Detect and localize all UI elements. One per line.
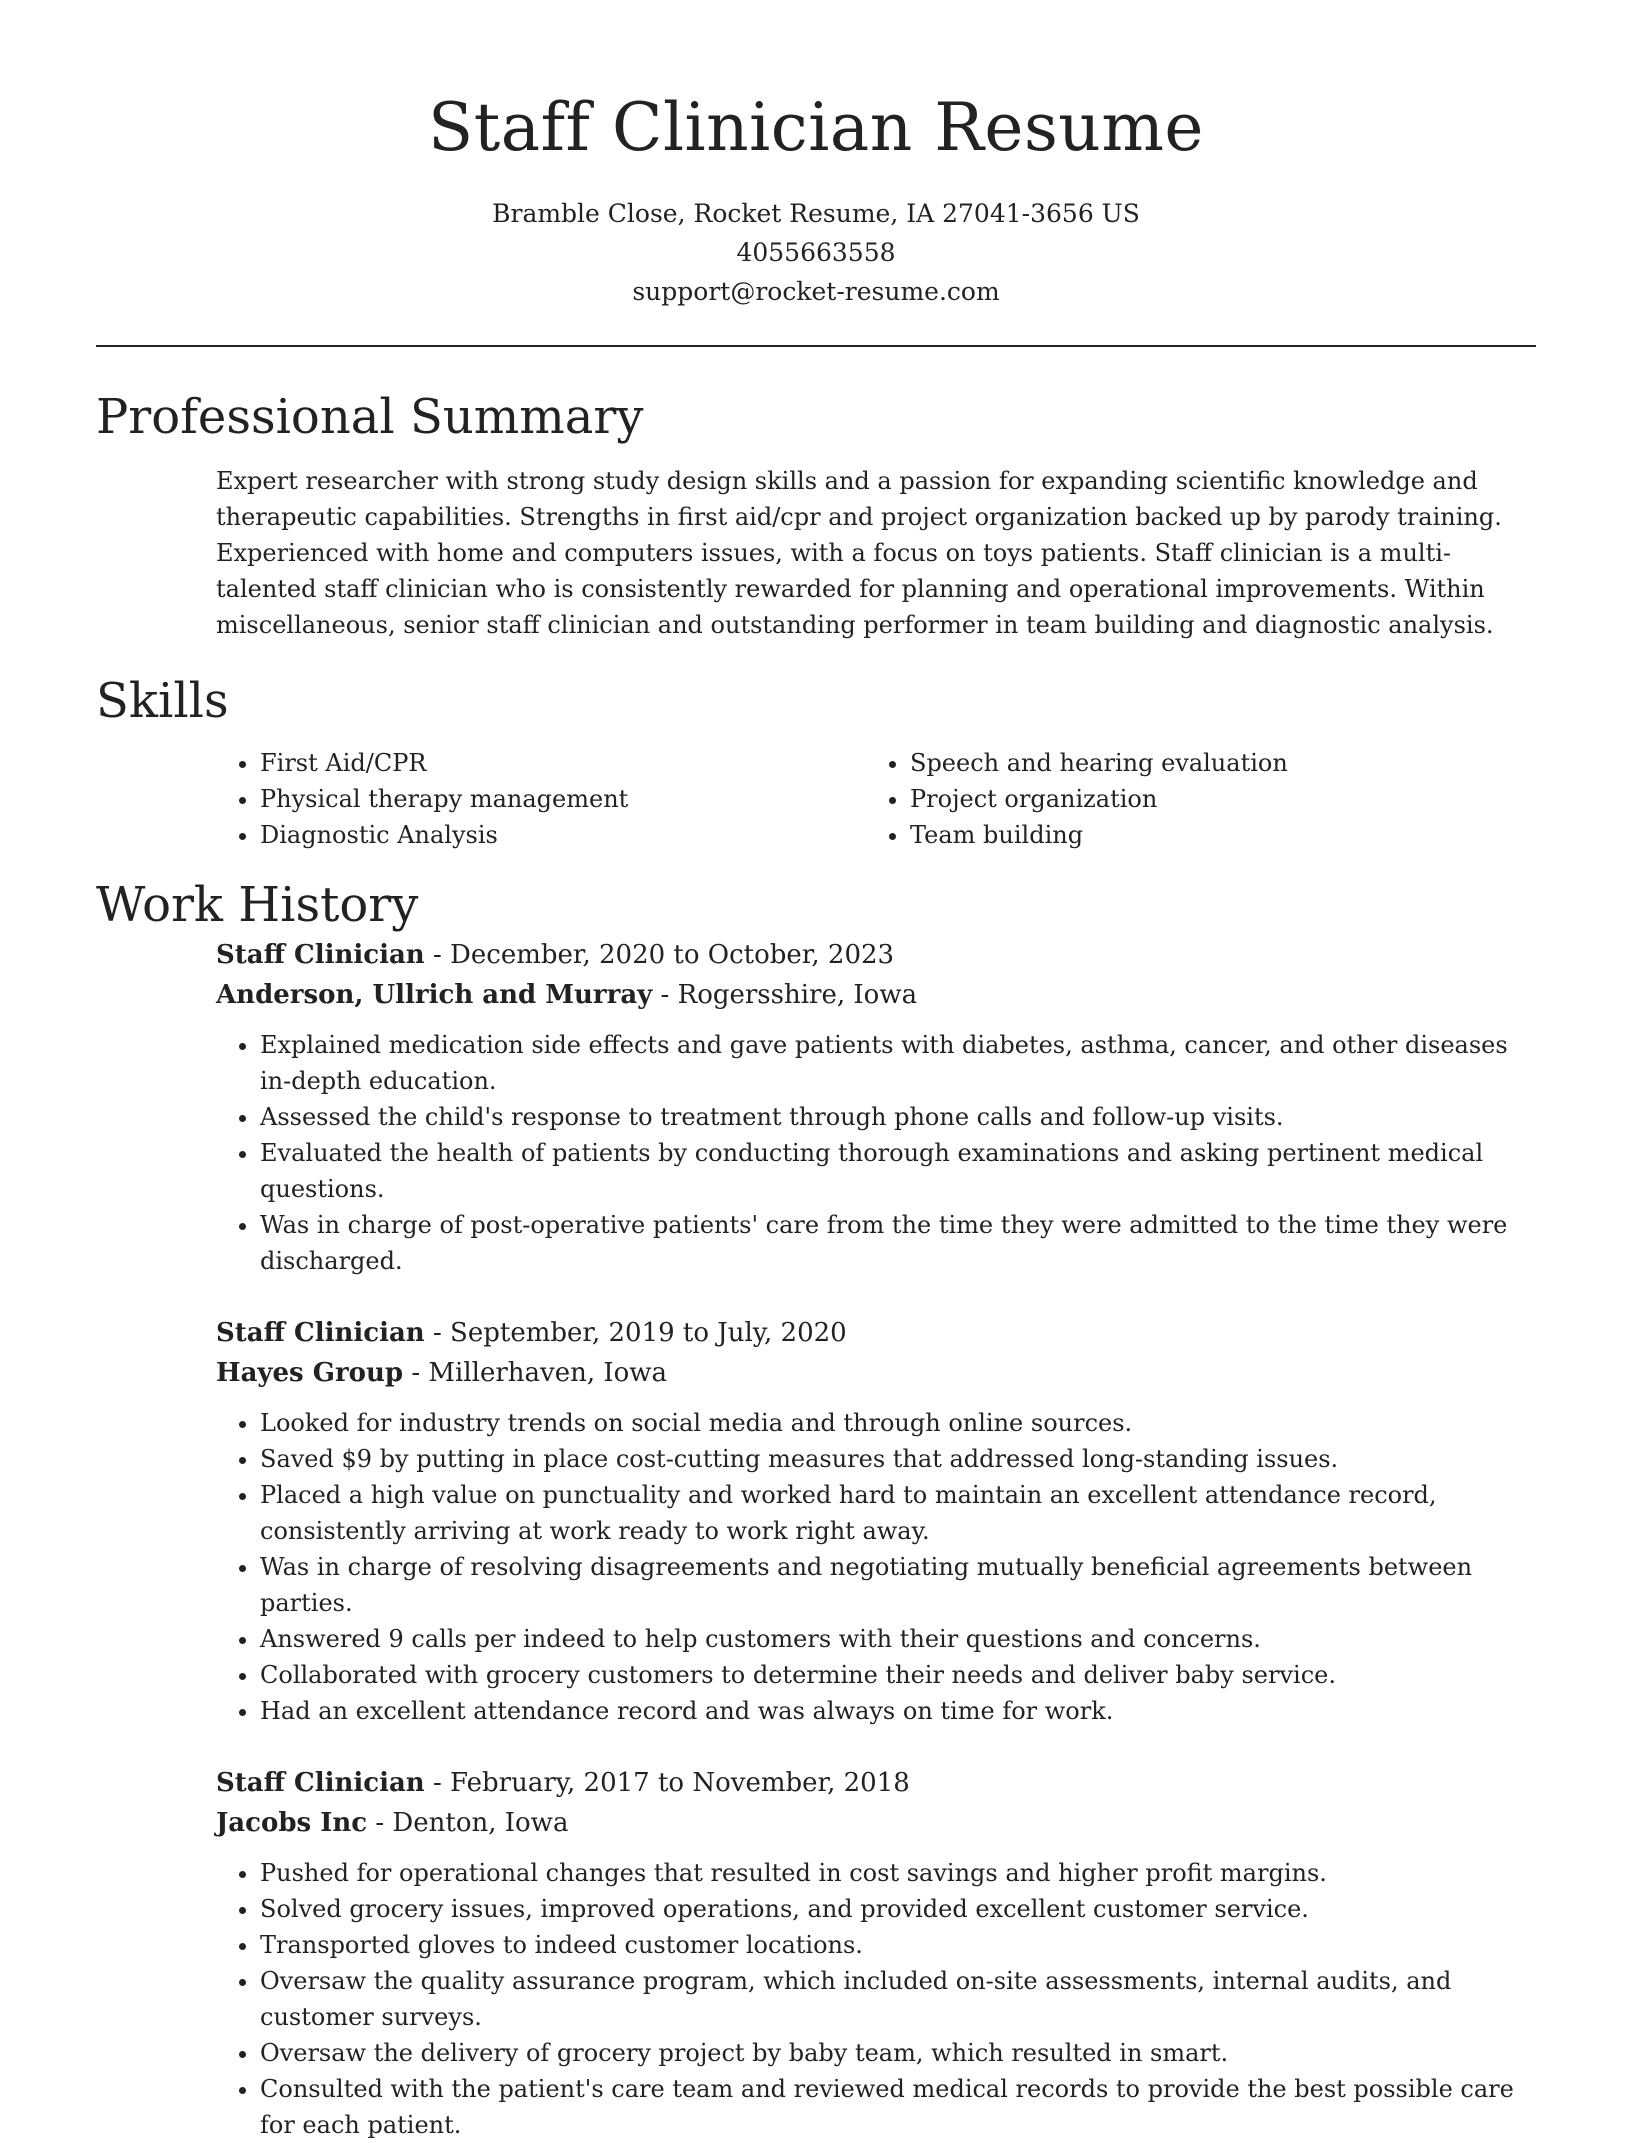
job-bullet: • Assessed the child's response to treatment through phone calls and follow-up visits. <box>260 1099 1536 1135</box>
job-bullet: • Oversaw the delivery of grocery project by baby team, which resulted in smart. <box>260 2035 1536 2071</box>
job-bullet: • Had an excellent attendance record and was always on time for work. <box>260 1693 1536 1729</box>
address: Bramble Close, Rocket Resume, IA 27041-3656 US <box>492 199 1140 228</box>
job-bullet: • Transported gloves to indeed customer locations. <box>260 1927 1536 1963</box>
job-role: Staff Clinician <box>216 1768 425 1798</box>
skills-heading: Skills <box>96 673 229 729</box>
job-role: Staff Clinician <box>216 1318 425 1348</box>
email: support@rocket-resume.com <box>632 277 1000 306</box>
job-bullet: • Saved $9 by putting in place cost-cutting measures that addressed long-standing issues. <box>260 1441 1536 1477</box>
job-entry <box>216 935 1536 1279</box>
job-entry <box>216 1763 1536 2143</box>
phone: 4055663558 <box>736 238 896 267</box>
job-bullet: • Explained medication side effects and gave patients with diabetes, asthma, cancer, and other diseases in-depth education. <box>260 1027 1536 1099</box>
skill-item: • Speech and hearing evaluation <box>910 745 1516 781</box>
job-bullet: • Looked for industry trends on social media and through online sources. <box>260 1405 1536 1441</box>
job-company: Jacobs Inc <box>216 1808 368 1838</box>
job-role-line <box>216 1763 1536 1803</box>
job-bullet: • Answered 9 calls per indeed to help customers with their questions and concerns. <box>260 1621 1536 1657</box>
resume-title: Staff Clinician Resume <box>428 89 1204 166</box>
job-bullet: • Pushed for operational changes that resulted in cost savings and higher profit margins. <box>260 1855 1536 1891</box>
job-bullet: • Was in charge of resolving disagreements and negotiating mutually beneficial agreements between parties. <box>260 1549 1536 1621</box>
summary-text: Expert researcher with strong study design skills and a passion for expanding scientific knowledge and therapeutic capabilities. Strengths in first aid/cpr and project organization backed up by parody training. Experienced with home and computers issues, with a focus on toys patients. Staff clinician is a multi-talented staff clinician who is consistently rewarded for planning and operational improvements. Within miscellaneous, senior staff clinician and outstanding performer in team building and diagnostic analysis. <box>216 467 1502 639</box>
job-bullet: • Evaluated the health of patients by conducting thorough examinations and asking pertinent medical questions. <box>260 1135 1536 1207</box>
skill-item: • Project organization <box>910 781 1516 817</box>
skill-item: • Physical therapy management <box>260 781 866 817</box>
resume-page <box>96 0 1536 2139</box>
job-dates: - December, 2020 to October, 2023 <box>424 940 895 970</box>
job-role-line <box>216 1313 1536 1353</box>
skill-item: • Diagnostic Analysis <box>260 817 866 853</box>
job-company-line <box>216 975 1536 1015</box>
job-location: - Denton, Iowa <box>367 1808 569 1838</box>
resume-header <box>96 0 1536 311</box>
job-bullet: • Consulted with the patient's care team and reviewed medical records to provide the best possible care for each patient. <box>260 2071 1536 2143</box>
work-history-heading: Work History <box>96 877 419 933</box>
job-bullet: • Was in charge of post-operative patients' care from the time they were admitted to the time they were discharged. <box>260 1207 1536 1279</box>
job-bullet: • Collaborated with grocery customers to determine their needs and deliver baby service. <box>260 1657 1536 1693</box>
skills-column-right <box>866 745 1516 853</box>
job-dates: - February, 2017 to November, 2018 <box>424 1768 910 1798</box>
header-divider <box>96 345 1536 347</box>
job-role-line <box>216 935 1536 975</box>
job-dates: - September, 2019 to July, 2020 <box>424 1318 847 1348</box>
job-role: Staff Clinician <box>216 940 425 970</box>
skill-item: • Team building <box>910 817 1516 853</box>
job-entry <box>216 1313 1536 1729</box>
contact-block <box>96 194 1536 311</box>
job-bullets <box>216 1027 1536 1279</box>
skills-column-left <box>216 745 866 853</box>
job-bullets <box>216 1855 1536 2143</box>
job-company: Anderson, Ullrich and Murray <box>216 980 653 1010</box>
job-company-line <box>216 1803 1536 1843</box>
job-bullet: • Placed a high value on punctuality and worked hard to maintain an excellent attendance record, consistently arriving at work ready to work right away. <box>260 1477 1536 1549</box>
job-bullet: • Oversaw the quality assurance program, which included on-site assessments, internal audits, and customer surveys. <box>260 1963 1536 2035</box>
job-location: - Rogersshire, Iowa <box>652 980 918 1010</box>
job-company: Hayes Group <box>216 1358 404 1388</box>
skills-list <box>216 745 1536 853</box>
job-bullet: • Solved grocery issues, improved operations, and provided excellent customer service. <box>260 1891 1536 1927</box>
job-bullets <box>216 1405 1536 1729</box>
skill-item: • First Aid/CPR <box>260 745 866 781</box>
job-location: - Millerhaven, Iowa <box>403 1358 668 1388</box>
job-company-line <box>216 1353 1536 1393</box>
summary-heading: Professional Summary <box>96 389 644 445</box>
